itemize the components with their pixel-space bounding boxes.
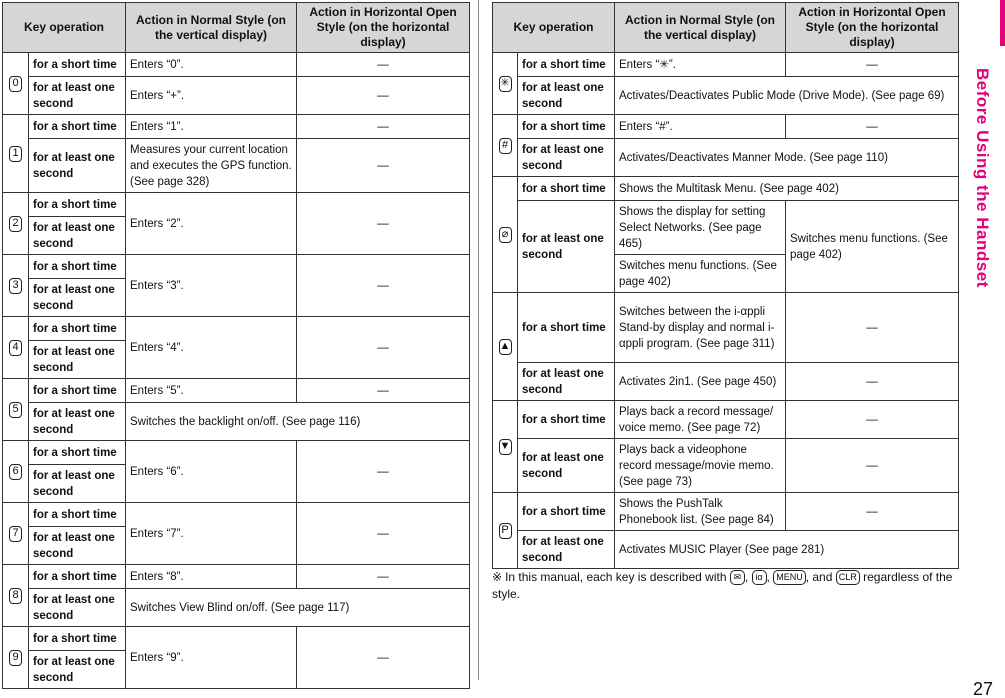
section-tab (966, 58, 998, 298)
key-pushtalk-cell (493, 493, 518, 569)
up-arrow-key-icon: ▲ (499, 339, 512, 355)
table-row (3, 255, 470, 279)
table-row (3, 403, 470, 441)
key-8-cell (3, 565, 29, 627)
key-pushtalk-short-action: Shows the PushTalk Phonebook list. (See page 84) (615, 493, 786, 531)
key-0-short-horizontal: — (297, 53, 470, 77)
key-up-long-horizontal: — (786, 363, 959, 401)
key-hash-cell (493, 115, 518, 177)
header-key-operation: Key operation (3, 3, 126, 53)
condition-short: for a short time (29, 53, 126, 77)
condition-short: for a short time (29, 115, 126, 139)
condition-long: for at least one second (518, 77, 615, 115)
iappli-key-icon: iα (752, 570, 767, 585)
key-2-cell (3, 193, 29, 255)
condition-long: for at least one second (29, 651, 126, 689)
key-multitask-long-action-a: Shows the display for setting Select Networks. (See page 465) (615, 201, 786, 255)
key-hash-long-action: Activates/Deactivates Manner Mode. (See page 110) (615, 139, 959, 177)
key-down-short-action: Plays back a record message/ voice memo. (See page 72) (615, 401, 786, 439)
table-row (493, 77, 959, 115)
condition-short: for a short time (29, 193, 126, 217)
multitask-key-icon: ⌀ (499, 227, 512, 243)
key-0-long-action: Enters “+”. (126, 77, 297, 115)
key-7-action: Enters “7”. (126, 503, 297, 565)
key-9-cell (3, 627, 29, 689)
table-row (493, 139, 959, 177)
key-multitask-long-action-b: Switches menu functions. (See page 402) (615, 255, 786, 293)
key-0-icon: 0 (9, 76, 22, 92)
footnote: ※ In this manual, each key is described with ✉ , iα , MENU , and CLR regardless of the style. (492, 570, 953, 601)
key-3-icon: 3 (9, 278, 22, 294)
key-9-horizontal: — (297, 627, 470, 689)
header-key-operation: Key operation (493, 3, 615, 53)
key-down-long-horizontal: — (786, 439, 959, 493)
key-5-long-action: Switches the backlight on/off. (See page 116) (126, 403, 470, 441)
key-1-icon: 1 (9, 146, 22, 162)
header-horizontal-style: Action in Horizontal Open Style (on the horizontal display) (786, 3, 959, 53)
key-1-long-action: Measures your current location and executes the GPS function. (See page 328) (126, 139, 297, 193)
key-9-icon: 9 (9, 650, 22, 666)
condition-long: for at least one second (29, 341, 126, 379)
condition-short: for a short time (29, 503, 126, 527)
condition-short: for a short time (518, 401, 615, 439)
condition-short: for a short time (518, 493, 615, 531)
condition-short: for a short time (29, 379, 126, 403)
key-0-long-horizontal: — (297, 77, 470, 115)
key-8-icon: 8 (9, 588, 22, 604)
table-header-row (3, 3, 470, 53)
table-row (493, 531, 959, 569)
down-arrow-key-icon: ▼ (499, 439, 512, 455)
key-hash-short-action: Enters “#”. (615, 115, 786, 139)
key-6-action: Enters “6”. (126, 441, 297, 503)
table-row (3, 441, 470, 465)
condition-long: for at least one second (518, 439, 615, 493)
condition-long: for at least one second (518, 531, 615, 569)
note-text-1: In this manual, each key is described with (505, 570, 727, 584)
key-multitask-cell (493, 177, 518, 293)
table-row (3, 317, 470, 341)
table-row (3, 193, 470, 217)
column-divider (478, 0, 479, 680)
table-row (493, 401, 959, 439)
table-row (3, 77, 470, 115)
key-star-cell (493, 53, 518, 115)
table-row (3, 589, 470, 627)
key-7-cell (3, 503, 29, 565)
condition-long: for at least one second (518, 201, 615, 293)
condition-long: for at least one second (29, 465, 126, 503)
key-8-short-horizontal: — (297, 565, 470, 589)
key-up-long-action: Activates 2in1. (See page 450) (615, 363, 786, 401)
note-mark: ※ (492, 570, 503, 584)
section-tab-label: Before Using the Handset (973, 68, 992, 288)
key-6-cell (3, 441, 29, 503)
table-row (3, 627, 470, 651)
table-row (493, 363, 959, 401)
key-star-long-action: Activates/Deactivates Public Mode (Drive Mode). (See page 69) (615, 77, 959, 115)
key-0-cell (3, 53, 29, 115)
key-table-left (2, 2, 470, 689)
condition-long: for at least one second (518, 139, 615, 177)
table-row (3, 503, 470, 527)
table-row (493, 53, 959, 77)
key-down-long-action: Plays back a videophone record message/movie memo. (See page 73) (615, 439, 786, 493)
table-row (493, 115, 959, 139)
clear-key-icon: CLR (836, 570, 860, 585)
header-normal-style: Action in Normal Style (on the vertical display) (615, 3, 786, 53)
key-1-cell (3, 115, 29, 193)
condition-short: for a short time (29, 441, 126, 465)
table-row (493, 493, 959, 531)
key-8-long-action: Switches View Blind on/off. (See page 117) (126, 589, 470, 627)
key-up-short-horizontal: — (786, 293, 959, 363)
header-normal-style: Action in Normal Style (on the vertical display) (126, 3, 297, 53)
key-4-icon: 4 (9, 340, 22, 356)
condition-long: for at least one second (518, 363, 615, 401)
condition-short: for a short time (518, 115, 615, 139)
key-8-short-action: Enters “8”. (126, 565, 297, 589)
table-row (493, 439, 959, 493)
table-row (3, 565, 470, 589)
key-multitask-short-action: Shows the Multitask Menu. (See page 402) (615, 177, 959, 201)
key-5-icon: 5 (9, 402, 22, 418)
key-7-horizontal: — (297, 503, 470, 565)
table-row (3, 115, 470, 139)
table-row (493, 293, 959, 363)
condition-long: for at least one second (29, 589, 126, 627)
header-horizontal-style: Action in Horizontal Open Style (on the horizontal display) (297, 3, 470, 53)
key-5-short-horizontal: — (297, 379, 470, 403)
key-4-cell (3, 317, 29, 379)
key-9-action: Enters “9”. (126, 627, 297, 689)
key-1-short-horizontal: — (297, 115, 470, 139)
note-text-2: regardless of the style. (492, 570, 953, 601)
key-5-short-action: Enters “5”. (126, 379, 297, 403)
condition-short: for a short time (518, 293, 615, 363)
condition-short: for a short time (29, 565, 126, 589)
page-number: 27 (972, 679, 993, 698)
key-pushtalk-short-horizontal: — (786, 493, 959, 531)
key-6-icon: 6 (9, 464, 22, 480)
condition-short: for a short time (518, 177, 615, 201)
condition-long: for at least one second (29, 527, 126, 565)
condition-long: for at least one second (29, 217, 126, 255)
table-row (3, 139, 470, 193)
menu-key-icon: MENU (773, 570, 806, 585)
key-3-cell (3, 255, 29, 317)
hash-key-icon: # (499, 138, 512, 154)
key-table-right (492, 2, 959, 569)
key-3-horizontal: — (297, 255, 470, 317)
condition-long: for at least one second (29, 279, 126, 317)
condition-short: for a short time (29, 317, 126, 341)
key-5-cell (3, 379, 29, 441)
key-4-action: Enters “4”. (126, 317, 297, 379)
key-2-icon: 2 (9, 216, 22, 232)
table-row (3, 53, 470, 77)
asterisk-key-icon: ✳ (499, 76, 512, 92)
table-row (493, 201, 959, 255)
section-tab-bar (1000, 0, 1005, 46)
key-6-horizontal: — (297, 441, 470, 503)
key-0-short-action: Enters “0”. (126, 53, 297, 77)
key-7-icon: 7 (9, 526, 22, 542)
condition-long: for at least one second (29, 403, 126, 441)
key-up-short-action: Switches between the i-αppli Stand-by display and normal i-αppli program. (See page 311) (615, 293, 786, 363)
key-star-short-action: Enters “✳”. (615, 53, 786, 77)
key-1-long-horizontal: — (297, 139, 470, 193)
key-1-short-action: Enters “1”. (126, 115, 297, 139)
key-2-action: Enters “2”. (126, 193, 297, 255)
key-hash-short-horizontal: — (786, 115, 959, 139)
pushtalk-key-icon: P (499, 523, 512, 539)
table-row (3, 379, 470, 403)
key-4-horizontal: — (297, 317, 470, 379)
key-3-action: Enters “3”. (126, 255, 297, 317)
condition-long: for at least one second (29, 77, 126, 115)
key-down-short-horizontal: — (786, 401, 959, 439)
key-multitask-long-horizontal: Switches menu functions. (See page 402) (786, 201, 959, 293)
table-header-row (493, 3, 959, 53)
condition-short: for a short time (518, 53, 615, 77)
key-up-cell (493, 293, 518, 401)
key-star-short-horizontal: — (786, 53, 959, 77)
key-2-horizontal: — (297, 193, 470, 255)
key-down-cell (493, 401, 518, 493)
mail-key-icon: ✉ (730, 570, 745, 585)
key-pushtalk-long-action: Activates MUSIC Player (See page 281) (615, 531, 959, 569)
condition-short: for a short time (29, 255, 126, 279)
table-row (493, 177, 959, 201)
condition-short: for a short time (29, 627, 126, 651)
condition-long: for at least one second (29, 139, 126, 193)
